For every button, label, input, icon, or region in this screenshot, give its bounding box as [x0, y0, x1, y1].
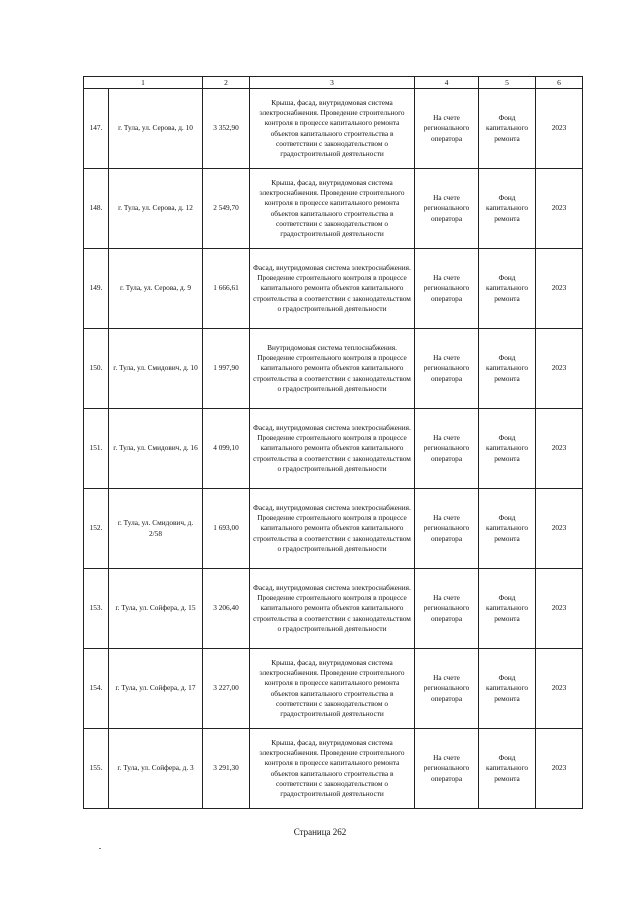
table-row [84, 409, 583, 489]
cost-cell: 3 227,00 [203, 649, 250, 729]
row-number-cell: 152. [84, 489, 109, 569]
funding-account-cell: На счете регионального оператора [415, 729, 479, 809]
cost-cell: 1 666,61 [203, 249, 250, 329]
column-header-4: 4 [415, 77, 479, 89]
year-cell: 2023 [536, 489, 583, 569]
work-description-cell: Внутридомовая система теплоснабжения. Проведение строительного контроля в процессе капитального ремонта объектов капитального строительства в соответствии с законодательством о градостроительной деятельности [250, 329, 415, 409]
funding-source-cell: Фонд капитального ремонта [479, 169, 536, 249]
cost-cell: 4 099,10 [203, 409, 250, 489]
page-number: Страница 262 [293, 827, 347, 837]
address-cell: г. Тула, ул. Смидович, д. 10 [109, 329, 203, 409]
cost-cell: 1 997,90 [203, 329, 250, 409]
row-number-cell: 151. [84, 409, 109, 489]
year-cell: 2023 [536, 329, 583, 409]
cost-cell: 3 352,90 [203, 89, 250, 169]
work-description-cell: Фасад, внутридомовая система электроснабжения. Проведение строительного контроля в процессе капитального ремонта объектов капитального строительства в соответствии с законодательством о градостроительной деятельности [250, 569, 415, 649]
funding-account-cell: На счете регионального оператора [415, 329, 479, 409]
table-row [84, 89, 583, 169]
year-cell: 2023 [536, 569, 583, 649]
funding-account-cell: На счете регионального оператора [415, 649, 479, 729]
address-cell: г. Тула, ул. Серова, д. 10 [109, 89, 203, 169]
table-row [84, 729, 583, 809]
year-cell: 2023 [536, 649, 583, 729]
funding-source-cell: Фонд капитального ремонта [479, 729, 536, 809]
row-number-cell: 148. [84, 169, 109, 249]
work-description-cell: Крыша, фасад, внутридомовая система электроснабжения. Проведение строительного контроля в процессе капитального ремонта объектов капитального строительства в соответствии с законодательством о градостроительной деятельности [250, 169, 415, 249]
funding-source-cell: Фонд капитального ремонта [479, 489, 536, 569]
funding-account-cell: На счете регионального оператора [415, 89, 479, 169]
address-cell: г. Тула, ул. Смидович, д. 2/58 [109, 489, 203, 569]
work-description-cell: Фасад, внутридомовая система электроснабжения. Проведение строительного контроля в процессе капитального ремонта объектов капитального строительства в соответствии с законодательством о градостроительной деятельности [250, 409, 415, 489]
funding-source-cell: Фонд капитального ремонта [479, 329, 536, 409]
column-header-1: 1 [84, 77, 203, 89]
scan-speck [99, 848, 101, 849]
column-header-6: 6 [536, 77, 583, 89]
table-header-row [84, 77, 583, 89]
year-cell: 2023 [536, 169, 583, 249]
cost-cell: 3 291,30 [203, 729, 250, 809]
row-number-cell: 147. [84, 89, 109, 169]
cost-cell: 2 549,70 [203, 169, 250, 249]
address-cell: г. Тула, ул. Сойфера, д. 17 [109, 649, 203, 729]
column-header-3: 3 [250, 77, 415, 89]
row-number-cell: 150. [84, 329, 109, 409]
funding-source-cell: Фонд капитального ремонта [479, 249, 536, 329]
table-row [84, 489, 583, 569]
funding-source-cell: Фонд капитального ремонта [479, 569, 536, 649]
table-row [84, 329, 583, 409]
year-cell: 2023 [536, 729, 583, 809]
cost-cell: 3 206,40 [203, 569, 250, 649]
row-number-cell: 154. [84, 649, 109, 729]
table-row [84, 569, 583, 649]
funding-account-cell: На счете регионального оператора [415, 169, 479, 249]
row-number-cell: 149. [84, 249, 109, 329]
funding-account-cell: На счете регионального оператора [415, 569, 479, 649]
column-header-5: 5 [479, 77, 536, 89]
table-row [84, 649, 583, 729]
year-cell: 2023 [536, 89, 583, 169]
year-cell: 2023 [536, 409, 583, 489]
address-cell: г. Тула, ул. Сойфера, д. 15 [109, 569, 203, 649]
work-description-cell: Крыша, фасад, внутридомовая система электроснабжения. Проведение строительного контроля в процессе капитального ремонта объектов капитального строительства в соответствии с законодательством о градостроительной деятельности [250, 649, 415, 729]
funding-source-cell: Фонд капитального ремонта [479, 409, 536, 489]
funding-account-cell: На счете регионального оператора [415, 249, 479, 329]
funding-account-cell: На счете регионального оператора [415, 409, 479, 489]
table-row [84, 249, 583, 329]
work-description-cell: Фасад, внутридомовая система электроснабжения. Проведение строительного контроля в процессе капитального ремонта объектов капитального строительства в соответствии с законодательством о градостроительной деятельности [250, 249, 415, 329]
repair-program-table [83, 76, 583, 809]
cost-cell: 1 693,00 [203, 489, 250, 569]
row-number-cell: 155. [84, 729, 109, 809]
address-cell: г. Тула, ул. Смидович, д. 16 [109, 409, 203, 489]
address-cell: г. Тула, ул. Сойфера, д. 3 [109, 729, 203, 809]
funding-source-cell: Фонд капитального ремонта [479, 89, 536, 169]
year-cell: 2023 [536, 249, 583, 329]
column-header-2: 2 [203, 77, 250, 89]
row-number-cell: 153. [84, 569, 109, 649]
funding-account-cell: На счете регионального оператора [415, 489, 479, 569]
address-cell: г. Тула, ул. Серова, д. 12 [109, 169, 203, 249]
work-description-cell: Фасад, внутридомовая система электроснабжения. Проведение строительного контроля в процессе капитального ремонта объектов капитального строительства в соответствии с законодательством о градостроительной деятельности [250, 489, 415, 569]
work-description-cell: Крыша, фасад, внутридомовая система электроснабжения. Проведение строительного контроля в процессе капитального ремонта объектов капитального строительства в соответствии с законодательством о градостроительной деятельности [250, 89, 415, 169]
work-description-cell: Крыша, фасад, внутридомовая система электроснабжения. Проведение строительного контроля в процессе капитального ремонта объектов капитального строительства в соответствии с законодательством о градостроительной деятельности [250, 729, 415, 809]
table-row [84, 169, 583, 249]
funding-source-cell: Фонд капитального ремонта [479, 649, 536, 729]
address-cell: г. Тула, ул. Серова, д. 9 [109, 249, 203, 329]
